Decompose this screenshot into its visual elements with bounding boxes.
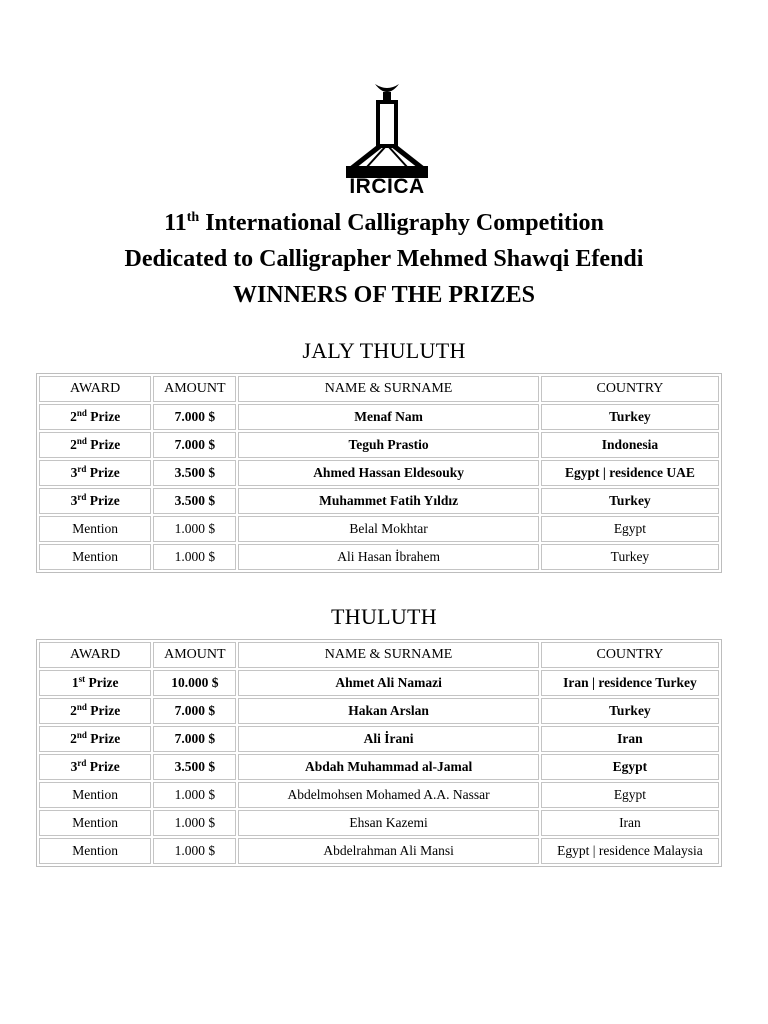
award-ordinal: st xyxy=(78,674,86,684)
amount-cell: 3.500 $ xyxy=(153,488,236,514)
award-ordinal: nd xyxy=(76,436,87,446)
award-value: 2 xyxy=(70,437,77,452)
award-cell xyxy=(39,544,151,570)
award-cell xyxy=(39,782,151,808)
award-label: Prize xyxy=(90,731,121,746)
ircica-logo xyxy=(342,78,432,198)
country-cell: Egypt | residence UAE xyxy=(541,460,719,486)
name-cell: Ahmed Hassan Eldesouky xyxy=(238,460,539,486)
table-row xyxy=(39,698,719,724)
column-header-amount: AMOUNT xyxy=(153,376,236,402)
award-ordinal: nd xyxy=(76,702,87,712)
country-cell: Turkey xyxy=(541,488,719,514)
amount-cell: 1.000 $ xyxy=(153,782,236,808)
name-cell: Muhammet Fatih Yıldız xyxy=(238,488,539,514)
table-row xyxy=(39,544,719,570)
award-label: Prize xyxy=(90,409,121,424)
country-cell: Egypt xyxy=(541,782,719,808)
winners-heading: WINNERS OF THE PRIZES xyxy=(232,282,536,308)
award-cell xyxy=(39,838,151,864)
amount-cell: 7.000 $ xyxy=(153,726,236,752)
amount-cell: 7.000 $ xyxy=(153,698,236,724)
table-row xyxy=(39,810,719,836)
section-title-jaly-thuluth: JALY THULUTH xyxy=(302,338,466,363)
competition-subtitle: Dedicated to Calligrapher Mehmed Shawqi Efendi xyxy=(124,246,644,272)
award-ordinal: rd xyxy=(77,758,87,768)
column-header-country: COUNTRY xyxy=(541,642,719,668)
award-ordinal: rd xyxy=(77,464,87,474)
award-ordinal: nd xyxy=(76,408,87,418)
name-cell: Teguh Prastio xyxy=(238,432,539,458)
country-cell: Egypt | residence Malaysia xyxy=(541,838,719,864)
award-label: Prize xyxy=(89,465,120,480)
section-title-thuluth: THULUTH xyxy=(331,604,437,629)
prize-table-thuluth xyxy=(36,639,722,867)
column-header-award: AWARD xyxy=(39,376,151,402)
award-value: 2 xyxy=(70,409,77,424)
award-value: 3 xyxy=(70,465,78,480)
award-label: Prize xyxy=(88,675,119,690)
award-label: Prize xyxy=(90,437,121,452)
column-header-name: NAME & SURNAME xyxy=(238,642,539,668)
name-cell: Abdah Muhammad al-Jamal xyxy=(238,754,539,780)
country-cell: Iran xyxy=(541,810,719,836)
name-cell: Abdelrahman Ali Mansi xyxy=(238,838,539,864)
award-label: Prize xyxy=(89,759,120,774)
country-cell: Egypt xyxy=(541,516,719,542)
table-row xyxy=(39,404,719,430)
ircica-emblem-icon xyxy=(342,78,432,178)
award-value: Mention xyxy=(72,549,119,564)
award-value: Mention xyxy=(72,843,119,858)
table-body xyxy=(39,670,719,864)
country-cell: Turkey xyxy=(541,544,719,570)
amount-cell: 10.000 $ xyxy=(153,670,236,696)
amount-cell: 1.000 $ xyxy=(153,516,236,542)
country-cell: Turkey xyxy=(541,698,719,724)
table-row xyxy=(39,432,719,458)
country-cell: Iran | residence Turkey xyxy=(541,670,719,696)
award-label: Prize xyxy=(89,493,120,508)
award-cell xyxy=(39,670,151,696)
award-value: 1 xyxy=(71,675,79,690)
name-cell: Menaf Nam xyxy=(238,404,539,430)
country-cell: Turkey xyxy=(541,404,719,430)
award-ordinal: nd xyxy=(76,730,87,740)
ircica-logo-text: IRCICA xyxy=(349,175,425,198)
award-cell xyxy=(39,404,151,430)
country-cell: Egypt xyxy=(541,754,719,780)
table-body xyxy=(39,404,719,570)
amount-cell: 7.000 $ xyxy=(153,404,236,430)
column-header-country: COUNTRY xyxy=(541,376,719,402)
name-cell: Abdelmohsen Mohamed A.A. Nassar xyxy=(238,782,539,808)
award-cell xyxy=(39,754,151,780)
award-cell xyxy=(39,726,151,752)
award-value: 2 xyxy=(70,731,77,746)
amount-cell: 1.000 $ xyxy=(153,838,236,864)
prize-table-jaly-thuluth xyxy=(36,373,722,573)
country-cell: Indonesia xyxy=(541,432,719,458)
column-header-amount: AMOUNT xyxy=(153,642,236,668)
award-value: 2 xyxy=(70,703,77,718)
award-cell xyxy=(39,432,151,458)
award-value: 3 xyxy=(70,759,78,774)
name-cell: Ali İrani xyxy=(238,726,539,752)
award-label: Prize xyxy=(90,703,121,718)
amount-cell: 1.000 $ xyxy=(153,810,236,836)
award-cell xyxy=(39,698,151,724)
award-value: 3 xyxy=(70,493,78,508)
title-number: 11 xyxy=(164,210,187,236)
table-header-row xyxy=(39,376,719,402)
award-value: Mention xyxy=(72,521,119,536)
name-cell: Hakan Arslan xyxy=(238,698,539,724)
award-cell xyxy=(39,810,151,836)
award-value: Mention xyxy=(72,815,119,830)
table-header-row xyxy=(39,642,719,668)
name-cell: Belal Mokhtar xyxy=(238,516,539,542)
award-cell xyxy=(39,488,151,514)
table-row xyxy=(39,782,719,808)
competition-title xyxy=(0,205,768,241)
country-cell: Iran xyxy=(541,726,719,752)
column-header-award: AWARD xyxy=(39,642,151,668)
table-row xyxy=(39,488,719,514)
amount-cell: 1.000 $ xyxy=(153,544,236,570)
table-row xyxy=(39,726,719,752)
table-row xyxy=(39,754,719,780)
amount-cell: 3.500 $ xyxy=(153,460,236,486)
amount-cell: 7.000 $ xyxy=(153,432,236,458)
amount-cell: 3.500 $ xyxy=(153,754,236,780)
title-ordinal: th xyxy=(186,210,200,225)
name-cell: Ali Hasan İbrahem xyxy=(238,544,539,570)
name-cell: Ahmet Ali Namazi xyxy=(238,670,539,696)
table-row xyxy=(39,670,719,696)
column-header-name: NAME & SURNAME xyxy=(238,376,539,402)
table-row xyxy=(39,516,719,542)
table-row xyxy=(39,460,719,486)
award-cell xyxy=(39,516,151,542)
table-row xyxy=(39,838,719,864)
name-cell: Ehsan Kazemi xyxy=(238,810,539,836)
document-header xyxy=(0,205,768,313)
award-ordinal: rd xyxy=(77,492,87,502)
award-cell xyxy=(39,460,151,486)
award-value: Mention xyxy=(72,787,119,802)
title-text: International Calligraphy Competition xyxy=(205,210,604,236)
